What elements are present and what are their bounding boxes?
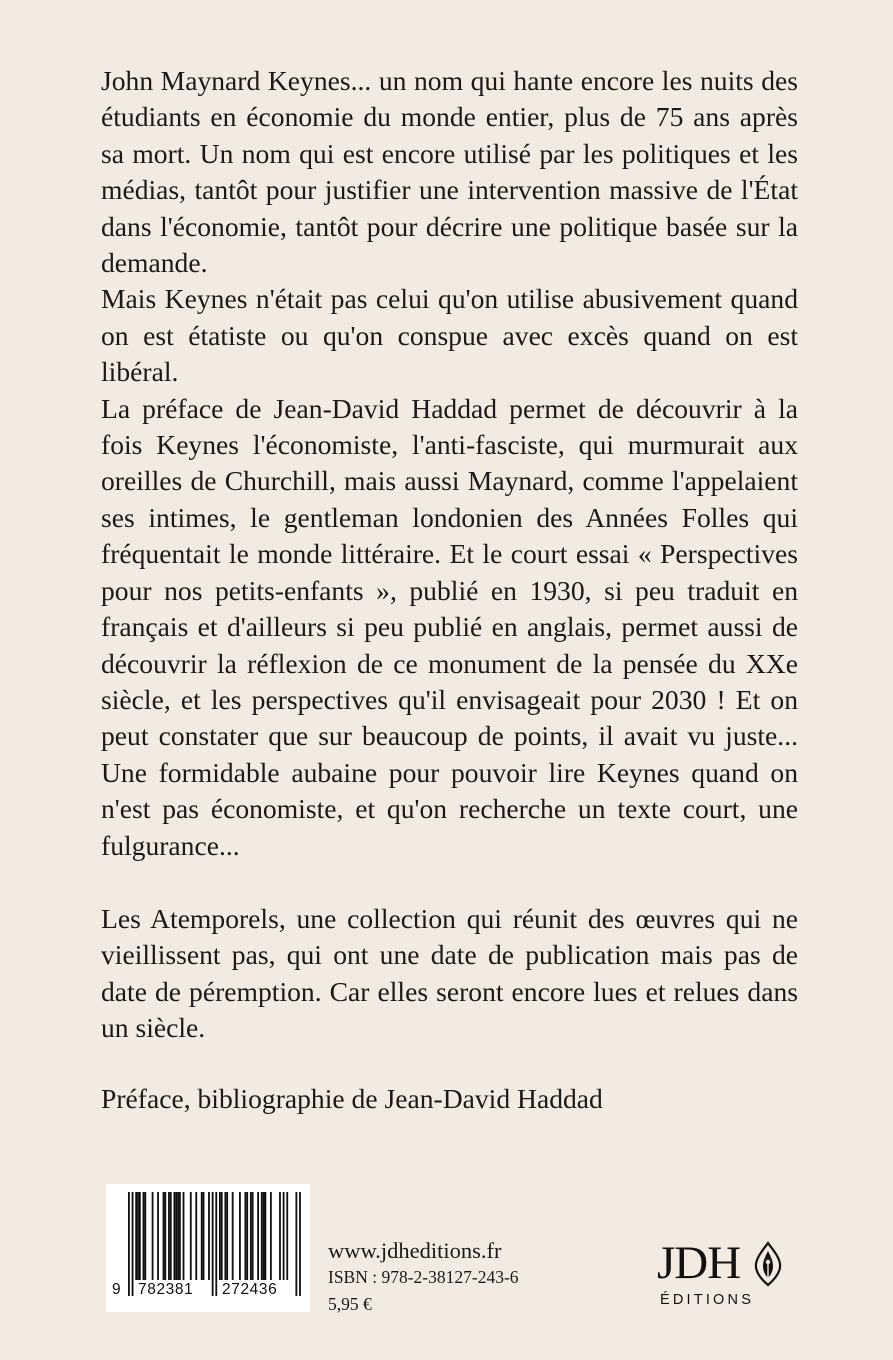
barcode-bar <box>239 1192 241 1280</box>
barcode-right-digits: 272436 <box>222 1281 278 1298</box>
barcode-bar <box>295 1192 297 1296</box>
barcode-bar <box>195 1192 197 1280</box>
website-link[interactable]: www.jdheditions.fr <box>328 1238 502 1263</box>
barcode-bar <box>177 1192 179 1280</box>
barcode-bar <box>157 1192 159 1280</box>
barcode-bar <box>179 1192 181 1280</box>
synopsis-paragraph-2: Mais Keynes n'était pas celui qu'on utilise abusivement quand on est étatiste ou qu'on conspue avec excès quand on est libéral. <box>101 283 798 388</box>
barcode-bar <box>163 1192 165 1280</box>
barcode-bar <box>299 1192 301 1296</box>
barcode-bar <box>137 1192 139 1280</box>
barcode-bar <box>152 1192 154 1280</box>
preface-credit: Préface, bibliographie de Jean-David Haddad <box>101 1082 603 1114</box>
isbn-barcode <box>106 1184 310 1312</box>
barcode-bar <box>144 1192 146 1280</box>
barcode-bar <box>219 1192 221 1280</box>
barcode-bar <box>252 1192 254 1280</box>
barcode-bar <box>283 1192 285 1280</box>
synopsis-paragraph-3: La préface de Jean-David Haddad permet de découvrir à la fois Keynes l'économiste, l'anti-fasciste, qui murmurait aux oreilles de Churchill, mais aussi Maynard, comme l'appelaient ses intimes, le gentleman londonien des Années Folles qui fréquentait le monde littéraire. Et le court essai « Perspectives pour nos petits-enfants », publié en 1930, si peu traduit en français et d'ailleurs si peu publié en anglais, permet aussi de découvrir la réflexion de ce monument de la pensée du XXe siècle, et les perspectives qu'il envisageait pour 2030 ! Et on peut constater que sur beaucoup de points, il avait vu juste... Une formidable aubaine pour pouvoir lire Keynes quand on n'est pas économiste, et qu'on recherche un texte court, une fulgurance... <box>101 392 798 861</box>
barcode-bar <box>244 1192 246 1280</box>
collection-paragraph: Les Atemporels, une collection qui réunit des œuvres qui ne vieillissent pas, qui ont une date de publication mais pas de date de péremption. Car elles seront encore lues et relues dans un siècle. <box>101 902 798 1044</box>
synopsis-paragraph-1: John Maynard Keynes... un nom qui hante encore les nuits des étudiants en économie du monde entier, plus de 75 ans après sa mort. Un nom qui est encore utilisé par les politiques et les médias, tantôt pour justifier une intervention massive de l'État dans l'économie, tantôt pour décrire une politique basée sur la demande. <box>101 65 798 279</box>
barcode-bar <box>183 1192 185 1280</box>
barcode-bar <box>221 1192 223 1280</box>
barcode-bar <box>226 1192 228 1280</box>
fountain-pen-nib-icon <box>753 1241 783 1287</box>
barcode-bar <box>265 1192 267 1280</box>
barcode-bar <box>263 1192 265 1280</box>
back-cover-text <box>101 63 798 1117</box>
barcode-first-digit: 9 <box>112 1281 122 1298</box>
barcode-bar <box>212 1192 214 1296</box>
barcode-bar <box>164 1192 166 1280</box>
publisher-logo <box>657 1238 787 1318</box>
logo-subtitle: ÉDITIONS <box>660 1292 755 1308</box>
barcode-bar <box>232 1192 234 1280</box>
barcode-bar <box>215 1192 217 1296</box>
barcode-bar <box>190 1192 192 1280</box>
barcode-bar <box>286 1192 288 1280</box>
barcode-bar <box>201 1192 203 1280</box>
barcode-bar <box>279 1192 281 1280</box>
barcode-bar <box>132 1192 134 1296</box>
barcode-bar <box>203 1192 205 1280</box>
barcode-bar <box>270 1192 272 1280</box>
barcode-bar <box>175 1192 177 1280</box>
barcode-bar <box>224 1192 226 1280</box>
barcode-bar <box>208 1192 210 1280</box>
logo-name: JDH <box>657 1237 741 1289</box>
barcode-bar <box>135 1192 137 1280</box>
barcode-bar <box>170 1192 172 1280</box>
barcode-bar <box>261 1192 263 1280</box>
barcode-bar <box>139 1192 141 1280</box>
isbn-number: ISBN : 978-2-38127-243-6 <box>328 1267 519 1287</box>
price: 5,95 € <box>328 1294 372 1314</box>
barcode-bar <box>174 1192 176 1280</box>
barcode-bar <box>246 1192 248 1280</box>
barcode-left-digits: 782381 <box>138 1281 194 1298</box>
barcode-bars <box>106 1184 310 1312</box>
barcode-bar <box>168 1192 170 1280</box>
barcode-bar <box>128 1192 130 1296</box>
barcode-bar <box>143 1192 145 1280</box>
publisher-info <box>328 1238 519 1318</box>
barcode-bar <box>257 1192 259 1280</box>
barcode-bar <box>250 1192 252 1280</box>
